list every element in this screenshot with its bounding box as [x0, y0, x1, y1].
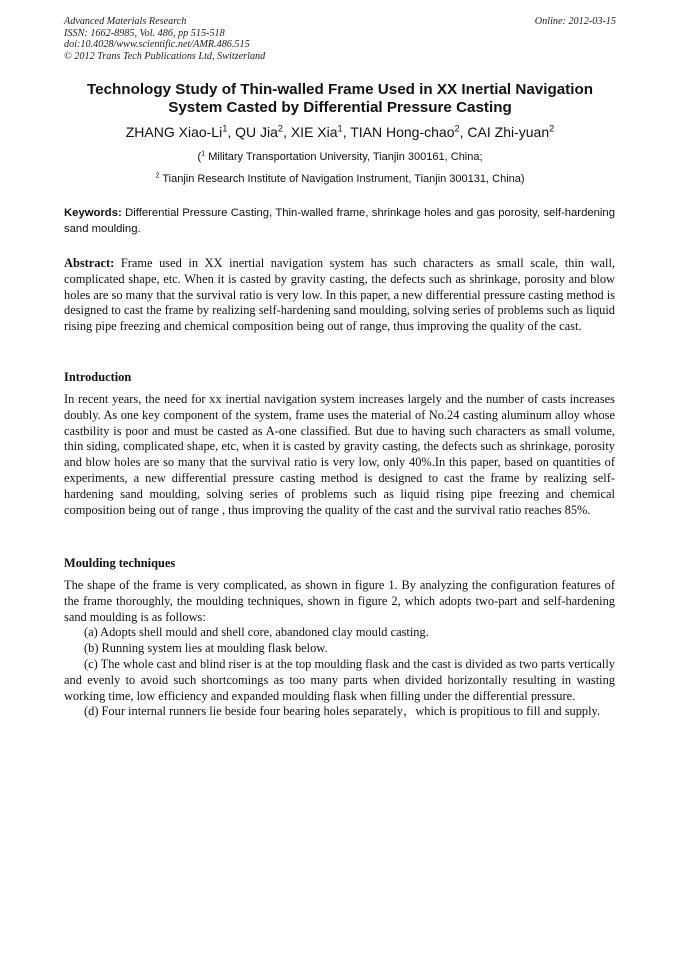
moulding-heading: Moulding techniques: [64, 556, 176, 570]
moulding-paragraph: The shape of the frame is very complicated, as shown in figure 1. By analyzing the configuration features of the frame thoroughly, the moulding techniques, shown in figure 2, which adopts two-part and self-hardening sand moulding is as follows:: [64, 578, 615, 624]
affiliation-2: $^2$ Tianjin Research Institute of Navigation Instrument, Tianjin 300131, China): [155, 170, 525, 185]
online-date: Online: 2012-03-15: [534, 16, 616, 27]
author: CAI Zhi-yuan$^2$: [467, 123, 555, 140]
keywords: [64, 206, 615, 237]
abstract-text: Frame used in XX inertial navigation system has such characters as small scale, thin wall, complicated shape, etc. When it is casted by gravity casting, the defects such as shrinkage, porosity and blow holes are so many that the survival ratio is very low. In this paper, a new differential pressure casting method is designed to cast the frame by realizing self-hardening sand moulding, solving series of problems such as liquid rising pipe freezing and chemical composition being out of range, thus improving the quality of the cast.: [64, 256, 615, 334]
paper-title: Technology Study of Thin-walled Frame Used in XX Inertial Navigation System Casted by Differential Pressure Casting: [86, 81, 594, 116]
abstract: [64, 256, 615, 335]
moulding-item-c: (c) The whole cast and blind riser is at the top moulding flask and the cast is divided as two parts vertically and evenly to avoid such shortcomings as too many parts when divided horizontally resulting in wasting working time, low efficiency and expanded moulding flask when filling under the differential pressure.: [64, 656, 615, 703]
journal-header: [64, 16, 616, 62]
doi-line: doi:10.4028/www.scientific.net/AMR.486.515: [64, 39, 250, 51]
author: ZHANG Xiao-Li$^1$,: [125, 123, 236, 140]
copyright-line: © 2012 Trans Tech Publications Ltd, Switzerland: [64, 50, 266, 62]
author: XIE Xia$^1$,: [290, 123, 351, 140]
introduction-text: In recent years, the need for xx inertial navigation system increases largely and the number of casts increases doubly. As one key component of the system, frame uses the material of No.24 casting aluminum alloy whose castbility is poor and must be casted as A-one classified. But due to having such characters as small volume, thin siding, complicated shape, etc, when it is casted by gravity casting, the defects such as shrinkage, porosity and blow holes are so many that the survival ratio is very low, only 40%.In this paper, based on quantities of experiments, a new differential pressure casting method is designed to cast the frame by realizing self-hardening sand moulding, solving series of problems such as liquid rising pipe freezing and chemical composition being out of range , thus improving the quality of the cast and the survival ratio reaches 85%.: [64, 392, 615, 517]
author: QU Jia$^2$,: [235, 123, 291, 140]
issn-line: ISSN: 1662-8985, Vol. 486, pp 515-518: [64, 27, 225, 39]
keywords-text: Differential Pressure Casting, Thin-walled frame, shrinkage holes and gas porosity, self-hardening sand moulding.: [64, 207, 615, 235]
author: TIAN Hong-chao$^2$,: [350, 123, 468, 140]
introduction-heading: Introduction: [64, 370, 132, 384]
moulding-item-b: (b) Running system lies at moulding flask below.: [84, 641, 328, 656]
moulding-item-d: (d) Four internal runners lie beside four bearing holes separately，which is propitious to fill and supply.: [84, 704, 601, 719]
affiliation-1: ($^1$ Military Transportation University, Tianjin 300161, China;: [197, 148, 483, 163]
abstract-label: Abstract:: [64, 256, 115, 270]
keywords-label: Keywords:: [64, 207, 122, 219]
moulding-section: [64, 578, 615, 720]
author-list: [60, 123, 620, 141]
moulding-item-a: (a) Adopts shell mould and shell core, abandoned clay mould casting.: [84, 625, 429, 640]
journal-name: Advanced Materials Research: [64, 16, 187, 27]
